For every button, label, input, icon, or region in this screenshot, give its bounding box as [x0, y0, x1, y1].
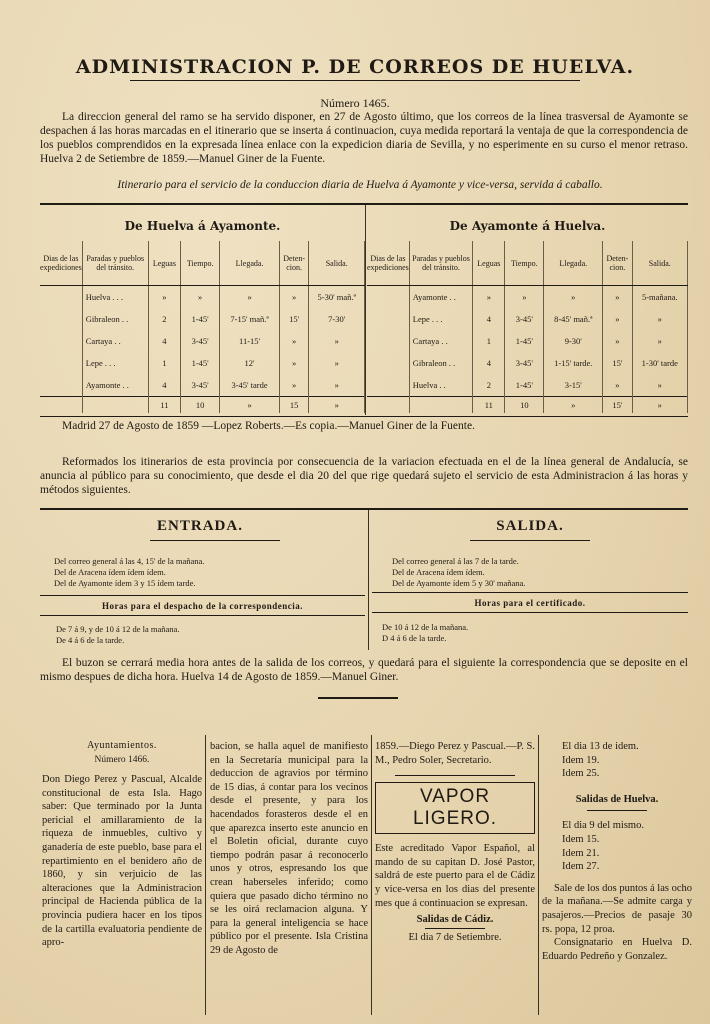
table-cell: Cartaya . .: [82, 330, 148, 352]
table-cell: [40, 308, 82, 330]
table-cell: 4: [148, 330, 180, 352]
huelva-date: Idem 27.: [562, 861, 600, 873]
total-cell: »: [220, 397, 280, 414]
total-cell: [409, 397, 472, 414]
table-cell: 15': [603, 352, 632, 374]
salida-underline: [470, 540, 590, 541]
vapor-consignee: Consignatario en Huelva D. Eduardo Pedreño y Gonzalez.: [542, 937, 692, 962]
entrada-underline: [150, 540, 280, 541]
total-cell: [40, 397, 82, 414]
cadiz-heading: Salidas de Cádiz.: [416, 914, 494, 926]
ayuntamientos-col3-text: 1859.—Diego Perez y Pascual.—P. S. M., Pedro Soler, Secretario.: [375, 741, 535, 766]
masthead-rule: [130, 80, 580, 81]
table-cell: [367, 286, 409, 309]
total-cell: 10: [181, 397, 220, 414]
table-cell: »: [505, 286, 544, 309]
certificado-rule: [372, 612, 688, 613]
column-header: Tiempo.: [505, 241, 544, 286]
table-cell: 7-30': [309, 308, 365, 330]
table-cell: »: [309, 374, 365, 397]
table-cell: 3-45': [505, 352, 544, 374]
table-row: [367, 330, 688, 352]
table-cell: 2: [148, 308, 180, 330]
certificado-heading: Horas para el certificado.: [474, 598, 586, 608]
table-cell: [40, 374, 82, 397]
column-header: Paradas y pueblos del tránsito.: [409, 241, 472, 286]
table-cell: 3-15': [544, 374, 603, 397]
salida-line: Del de Aracena ídem ídem.: [392, 567, 485, 577]
table-cell: 1-45': [181, 308, 220, 330]
table-cell: 4: [148, 374, 180, 397]
despacho-rule: [40, 615, 365, 616]
table-cell: Cartaya . .: [409, 330, 472, 352]
table-cell: »: [603, 330, 632, 352]
table-cell: 2: [473, 374, 505, 397]
salida-line: Del correo general á las 7 de la tarde.: [392, 556, 519, 566]
table-row: [40, 286, 365, 309]
table-cell: 3-45' tarde: [220, 374, 280, 397]
table-cell: Gibraleon . .: [409, 352, 472, 374]
cadiz-date: Idem 19.: [562, 754, 600, 766]
table-cell: »: [279, 374, 308, 397]
column-header: Leguas: [473, 241, 505, 286]
entrada-line: Del de Aracena ídem ídem ídem.: [54, 567, 166, 577]
signature-madrid: Madrid 27 de Agosto de 1859 —Lopez Roberts.—Es copia.—Manuel Giner de la Fuente.: [62, 420, 475, 432]
total-cell: [367, 397, 409, 414]
total-cell: 15': [603, 397, 632, 414]
total-cell: »: [632, 397, 687, 414]
table-cell: [367, 308, 409, 330]
total-cell: 11: [473, 397, 505, 414]
column-header: Salida.: [309, 241, 365, 286]
route-b-title: De Ayamonte á Huelva.: [449, 219, 606, 233]
schedule-divider: [368, 510, 369, 650]
notice-1465-body: La direccion general del ramo se ha servido disponer, en 27 de Agosto último, que los correos de la línea trasversal de Ayamonte se despachen á las horas marcadas en el itinerario que se inserta á continuacion, cuya medida reportará la ventaja de que la correspondencia de los pueblos comprendidos en la expresada línea enlace con la expedicion diaria de Sevilla, y no esperimente en su curso el menor retraso. Huelva 2 de Setiembre de 1859.—Manuel Giner de la Fuente.: [40, 111, 688, 165]
vapor-column-continued: [542, 740, 692, 963]
table-header-row: [40, 241, 365, 286]
certificado-line: D 4 á 6 de la tarde.: [382, 633, 447, 643]
table-row: [367, 308, 688, 330]
table-cell: 1: [473, 330, 505, 352]
col-divider-1: [205, 735, 206, 1015]
table-cell: 4: [473, 308, 505, 330]
col-divider-2: [371, 735, 372, 1015]
table-cell: 1-45': [505, 330, 544, 352]
despacho-heading: Horas para el despacho de la correspondencia.: [101, 601, 304, 611]
salida-lines: [392, 556, 688, 589]
ayuntamientos-number: Número 1466.: [94, 755, 150, 765]
itinerary-table-huelva-ayamonte: [40, 241, 365, 413]
table-cell: Ayamonte . .: [82, 374, 148, 397]
table-cell: Lepe . . .: [409, 308, 472, 330]
huelva-date: Idem 21.: [562, 847, 600, 859]
table-cell: »: [220, 286, 280, 309]
table-cell: »: [309, 352, 365, 374]
table-cell: 8-45' mañ.ª: [544, 308, 603, 330]
table-cell: 11-15': [220, 330, 280, 352]
total-cell: 15: [279, 397, 308, 414]
table-cell: »: [309, 330, 365, 352]
table-cell: »: [603, 374, 632, 397]
cadiz-date: El dia 13 de idem.: [562, 741, 639, 752]
table-row: [40, 330, 365, 352]
totals-row: [367, 397, 688, 414]
section-ornament-rule: [318, 697, 398, 699]
column-header: Leguas: [148, 241, 180, 286]
column-header: Tiempo.: [181, 241, 220, 286]
ayuntamientos-col1-text: Don Diego Perez y Pascual, Alcalde constitucional de esta Isla. Hago saber: Que terminado por la Junta pericial el amillaramiento de la riqueza de inmuebles, cultivo y ganadería de este pueblo, base para el repartimiento en el benidero año de 1860, y sin verjuicio de las alteraciones que la Administracion principal de Hacienda pública de la provincia pudiera hacer en los tipos de la cartilla evaluatoria pendiente de apro-: [42, 774, 202, 949]
vapor-column: [375, 740, 535, 943]
itinerary-title: Itinerario para el servicio de la conduccion diaria de Huelva á Ayamonte y vice-versa, servida á caballo.: [117, 179, 603, 191]
entrada-line: Del de Ayamonte ídem 3 y 15 ídem tarde.: [54, 578, 196, 588]
table-cell: [40, 286, 82, 309]
table-cell: »: [544, 286, 603, 309]
entrada-title: ENTRADA.: [157, 518, 243, 534]
table-cell: Huelva . . .: [82, 286, 148, 309]
entrada-line: Del correo general á las 4, 15' de la mañana.: [54, 556, 205, 566]
table-cell: 3-45': [505, 308, 544, 330]
table-row: [40, 352, 365, 374]
despacho-line: De 7 á 9, y de 10 á 12 de la mañana.: [56, 624, 180, 634]
table-cell: »: [279, 330, 308, 352]
table-row: [367, 374, 688, 397]
despacho-line: De 4 á 6 de la tarde.: [56, 635, 125, 645]
column-header: Paradas y pueblos del tránsito.: [82, 241, 148, 286]
table-row: [40, 374, 365, 397]
cadiz-rule: [425, 928, 485, 929]
column-header: Dias de las expediciones: [40, 241, 82, 286]
table-bottom-rule: [40, 416, 688, 417]
table-cell: »: [473, 286, 505, 309]
huelva-rule: [587, 810, 647, 811]
table-cell: Lepe . . .: [82, 352, 148, 374]
totals-row: [40, 397, 365, 414]
table-cell: 1-15' tarde.: [544, 352, 603, 374]
table-cell: [367, 352, 409, 374]
huelva-date: El dia 9 del mismo.: [562, 820, 644, 832]
table-row: [40, 308, 365, 330]
table-cell: 3-45': [181, 330, 220, 352]
table-cell: 4: [473, 352, 505, 374]
table-cell: 12': [220, 352, 280, 374]
masthead: ADMINISTRACION P. DE CORREOS DE HUELVA.: [75, 56, 635, 78]
ayuntamientos-heading: Ayuntamientos.: [87, 740, 157, 751]
ayuntamientos-column: [42, 740, 202, 950]
table-cell: Gibraleon . .: [82, 308, 148, 330]
table-header-row: [367, 241, 688, 286]
column-header: Salida.: [632, 241, 687, 286]
table-cell: 1-30' tarde: [632, 352, 687, 374]
cadiz-date: Idem 25.: [562, 768, 600, 780]
buzon-notice: El buzon se cerrará media hora antes de la salida de los correos, y quedará para el siguiente la correspondencia que se deposite en el mismo despues de dicha hora. Huelva 14 de Agosto de 1859.—Manuel Giner.: [40, 657, 688, 683]
table-cell: [367, 374, 409, 397]
table-cell: 1: [148, 352, 180, 374]
certificado-line: De 10 á 12 de la mañana.: [382, 622, 469, 632]
table-cell: 1-45': [181, 352, 220, 374]
notice-number-1465: Número 1465.: [320, 96, 390, 110]
ayuntamientos-col2-text: bacion, se halla aquel de manifiesto en la Secretaría municipal para la deduccion de agravios por término de 15 dias, á contar para los vecinos desde el presente, y para los hacendados forasteros desde el en que aparezca inserto este anuncio en el Boletin oficial, durante cuyo tiempo podrán pasar á reconocerlo unos y otros, espresando los que crean haberseles inferido; como quiera que pasado dicho término no se les oirá reclamacion alguna. Y para la general inteligencia se hace público por el presente. Isla Cristina 29 de Agosto de: [210, 741, 368, 956]
vapor-title: VAPOR LIGERO.: [375, 782, 535, 834]
table-cell: 3-45': [181, 374, 220, 397]
route-a-title: De Huelva á Ayamonte.: [124, 219, 281, 233]
table-cell: »: [632, 308, 687, 330]
huelva-heading: Salidas de Huelva.: [575, 793, 659, 805]
total-cell: [82, 397, 148, 414]
vapor-footer: Sale de los dos puntos á las ocho de la mañana.—Se admite carga y pasajeros.—Precios de pasaje 30 rs. popa, 12 proa.: [542, 882, 692, 935]
salida-title: SALIDA.: [496, 518, 564, 534]
table-top-rule: [40, 203, 688, 205]
salida-divider: [372, 592, 688, 593]
table-cell: »: [632, 330, 687, 352]
cadiz-first-date: El dia 7 de Setiembre.: [408, 932, 502, 944]
total-cell: 10: [505, 397, 544, 414]
certificado-lines: [382, 622, 682, 644]
total-cell: 11: [148, 397, 180, 414]
table-cell: Ayamonte . .: [409, 286, 472, 309]
table-cell: Huelva . .: [409, 374, 472, 397]
table-cell: 9-30': [544, 330, 603, 352]
notice-reform-body: Reformados los itinerarios de esta provincia por consecuencia de la variacion efectuada en el de la línea general de Andalucía, se anuncia al público para su conocimiento, que desde el dia 20 del que rige quedará sujeto el servicio de esta Administracion á las horas y métodos siguientes.: [40, 456, 688, 496]
col-divider-3: [538, 735, 539, 1015]
table-divider: [365, 205, 366, 415]
vapor-top-rule: [395, 775, 515, 776]
huelva-date: Idem 15.: [562, 833, 600, 845]
column-header: Deten-cion.: [603, 241, 632, 286]
total-cell: »: [544, 397, 603, 414]
column-header: Llegada.: [544, 241, 603, 286]
table-cell: 7-15' mañ.ª: [220, 308, 280, 330]
column-header: Dias de las expediciones: [367, 241, 409, 286]
table-cell: [367, 330, 409, 352]
vapor-text: Este acreditado Vapor Español, al mando de su capitan D. José Pastor, saldrá de este puerto para el de Cádiz y vice-versa en los dias del presente mes que á continuacion se expresan.: [375, 843, 535, 909]
table-cell: 1-45': [505, 374, 544, 397]
salida-line: Del de Ayamonte ídem 5 y 30' mañana.: [392, 578, 526, 588]
column-header: Deten-cion.: [279, 241, 308, 286]
table-cell: 5-mañana.: [632, 286, 687, 309]
column-header: Llegada.: [220, 241, 280, 286]
table-row: [367, 286, 688, 309]
total-cell: »: [309, 397, 365, 414]
entrada-lines: [54, 556, 354, 589]
entrada-divider: [40, 595, 365, 596]
table-cell: [40, 330, 82, 352]
despacho-lines: [56, 624, 356, 646]
table-cell: »: [632, 374, 687, 397]
table-cell: »: [181, 286, 220, 309]
table-cell: 15': [279, 308, 308, 330]
table-cell: »: [279, 352, 308, 374]
itinerary-table-ayamonte-huelva: [367, 241, 688, 413]
table-cell: »: [603, 286, 632, 309]
table-row: [367, 352, 688, 374]
table-cell: »: [148, 286, 180, 309]
schedule-top-rule: [40, 508, 688, 510]
table-cell: »: [603, 308, 632, 330]
table-cell: »: [279, 286, 308, 309]
table-cell: [40, 352, 82, 374]
table-cell: 5-30' mañ.ª: [309, 286, 365, 309]
